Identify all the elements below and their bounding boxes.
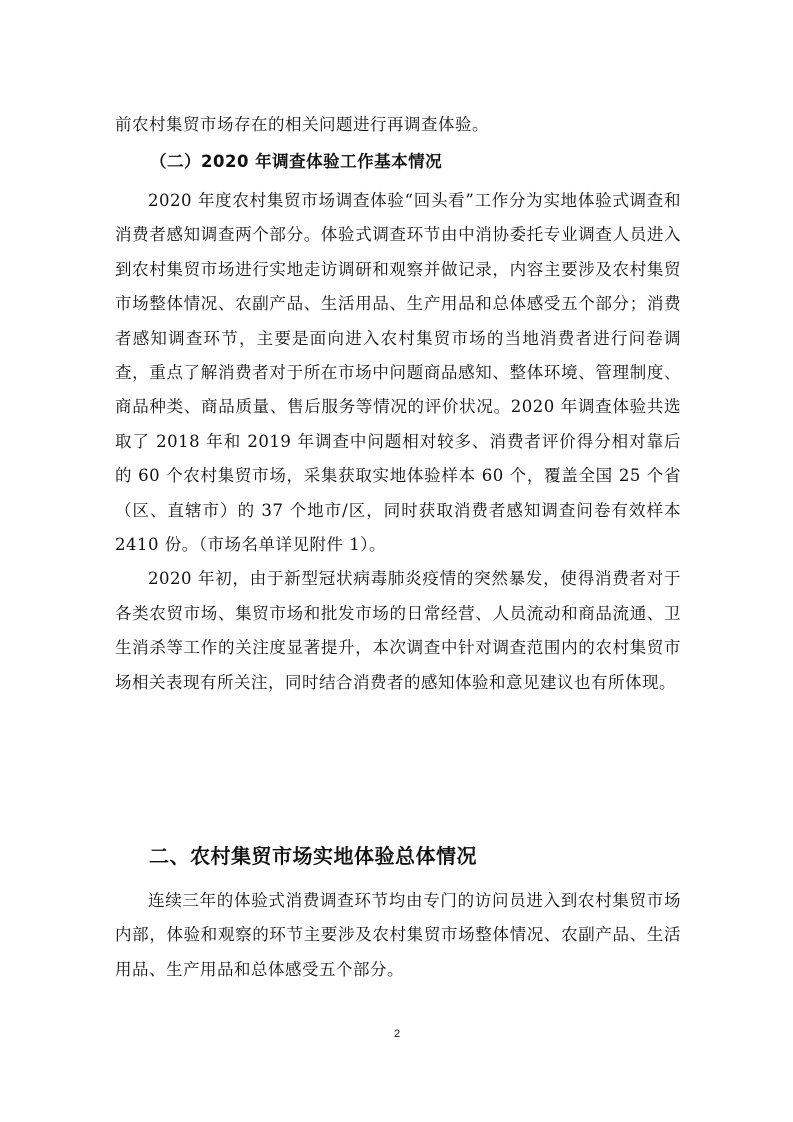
intro-text [115, 108, 681, 142]
section-2-title: （二）2020 年调查体验工作基本情况 [150, 152, 443, 171]
paragraph: 2020 年初，由于新型冠状病毒肺炎疫情的突然暴发，使得消费者对于各类农贸市场、集贸市场和批发市场的日常经营、人员流动和商品流通、卫生消杀等工作的关注度显著提升，本次调查中针对调查范围内的农村集贸市场相关表现有所关注，同时结合消费者的感知体验和意见建议也有所体现。 [115, 569, 681, 692]
paragraph: 连续三年的体验式消费调查环节均由专门的访问员进入到农村集贸市场内部，体验和观察的环节主要涉及农村集贸市场整体情况、农副产品、生活用品、生产用品和总体感受五个部分。 [115, 891, 681, 979]
paragraph: 2020 年度农村集贸市场调查体验“回头看”工作分为实地体验式调查和消费者感知调查两个部分。体验式调查环节由中消协委托专业调查人员进入到农村集贸市场进行实地走访调研和观察并做记录，内容主要涉及农村集贸市场整体情况、农副产品、生活用品、生产用品和总体感受五个部分；消费者感知调查环节，主要是面向进入农村集贸市场的当地消费者进行问卷调查，重点了解消费者对于所在市场中问题商品感知、整体环境、管理制度、商品种类、商品质量、售后服务等情况的评价状况。2020 年调查体验共选取了 2018 年和 2019 年调查中问题相对较多、消费者评价得分相对靠后的 60 个农村集贸市场，采集获取实地体验样本 60 个，覆盖全国 25 个省（区、直辖市）的 37 个地市/区，同时获取消费者感知调查问卷有效样本 2410 份。（市场名单详见附件 1）。 [115, 191, 681, 555]
page-number: 2 [393, 1028, 401, 1040]
section-2-body [115, 184, 681, 700]
chapter-2-title: 二、农村集贸市场实地体验总体情况 [149, 844, 477, 868]
intro-line: 前农村集贸市场存在的相关问题进行再调查体验。 [115, 115, 489, 134]
chapter-2-body [115, 884, 681, 987]
